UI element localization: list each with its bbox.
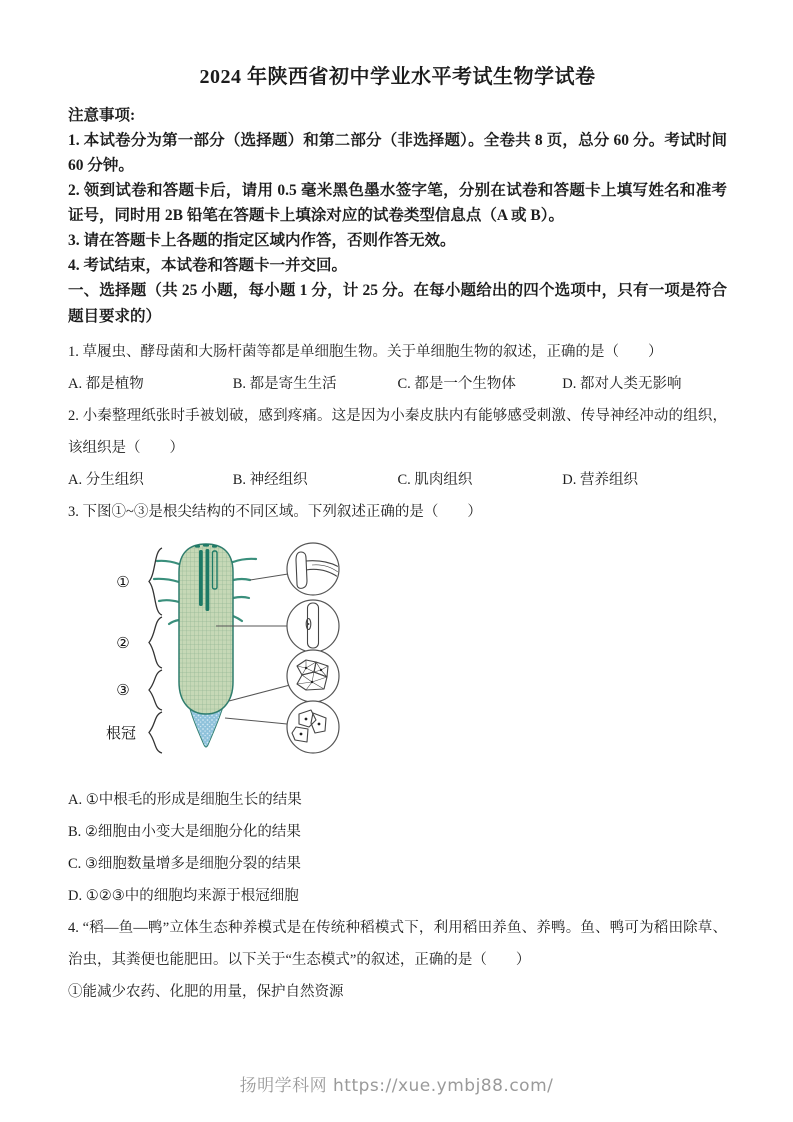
question-4-subitem-1: ①能减少农药、化肥的用量，保护自然资源: [68, 984, 344, 1000]
question-2-stem: 2. 小秦整理纸张时手被划破，感到疼痛。这是因为小秦皮肤内有能够感受刺激、传导神经冲动的组织，该组织是（ ）: [68, 408, 727, 456]
q3-option-a: A. ①中根毛的形成是细胞生长的结果: [68, 792, 302, 808]
question-1-options: [68, 368, 727, 400]
notice-item-3: 3. 请在答题卡上各题的指定区域内作答，否则作答无效。: [68, 232, 456, 249]
footer-watermark: 扬明学科网 https://xue.ymbj88.com/: [239, 1076, 554, 1096]
brace-root-cap: [149, 712, 162, 753]
q3-option-d: D. ①②③中的细胞均来源于根冠细胞: [68, 888, 299, 904]
question-4-stem: 4. “稻—鱼—鸭”立体生态种养模式是在传统种稻模式下，利用稻田养鱼、养鸭。鱼、鸭可为稻田除草、治虫，其粪便也能肥田。以下关于“生态模式”的叙述，正确的是（ ）: [68, 920, 727, 968]
q2-option-c: C. 肌肉组织: [397, 472, 473, 488]
callout-circle-elongated-cell: [287, 600, 339, 652]
notice-item-1: 1. 本试卷分为第一部分（选择题）和第二部分（非选择题）。全卷共 8 页，总分 60 分。考试时间 60 分钟。: [68, 132, 727, 174]
region-label-2: ②: [116, 634, 130, 652]
q1-option-a: A. 都是植物: [68, 376, 144, 392]
q1-option-d: D. 都对人类无影响: [562, 376, 682, 392]
section-heading: 一、选择题（共 25 小题，每小题 1 分，计 25 分。在每小题给出的四个选项中，只有一项是符合题目要求的）: [68, 282, 727, 325]
root-tip-figure: [98, 534, 727, 774]
region-label-1: ①: [116, 573, 130, 591]
question-3-stem: 3. 下图①~③是根尖结构的不同区域。下列叙述正确的是（ ）: [68, 504, 482, 520]
page-title: 2024 年陕西省初中学业水平考试生物学试卷: [199, 66, 596, 88]
region-label-root-cap: 根冠: [105, 724, 137, 742]
q1-option-c: C. 都是一个生物体: [397, 376, 516, 392]
brace-zone-2: [149, 617, 162, 668]
q2-option-b: B. 神经组织: [232, 472, 308, 488]
notice-heading: 注意事项:: [68, 107, 136, 124]
q3-option-b: B. ②细胞由小变大是细胞分化的结果: [68, 824, 301, 840]
brace-zone-3: [149, 670, 162, 710]
notice-item-4: 4. 考试结束，本试卷和答题卡一并交回。: [68, 257, 348, 274]
q2-option-a: A. 分生组织: [68, 472, 144, 488]
question-1-stem: 1. 草履虫、酵母菌和大肠杆菌等都是单细胞生物。关于单细胞生物的叙述，正确的是（ ）: [68, 344, 663, 360]
notice-item-2: 2. 领到试卷和答题卡后，请用 0.5 毫米黑色墨水签字笔，分别在试卷和答题卡上填写姓名和准考证号，同时用 2B 铅笔在答题卡上填涂对应的试卷类型信息点（A 或 B）。: [68, 182, 727, 224]
brace-zone-1: [149, 548, 162, 615]
question-3-options: [68, 784, 727, 912]
region-label-3: ③: [116, 681, 130, 699]
q1-option-b: B. 都是寄生生活: [232, 376, 337, 392]
root-tip-diagram: [98, 534, 398, 769]
q2-option-d: D. 营养组织: [562, 472, 638, 488]
question-2-options: [68, 464, 727, 496]
q3-option-c: C. ③细胞数量增多是细胞分裂的结果: [68, 856, 301, 872]
